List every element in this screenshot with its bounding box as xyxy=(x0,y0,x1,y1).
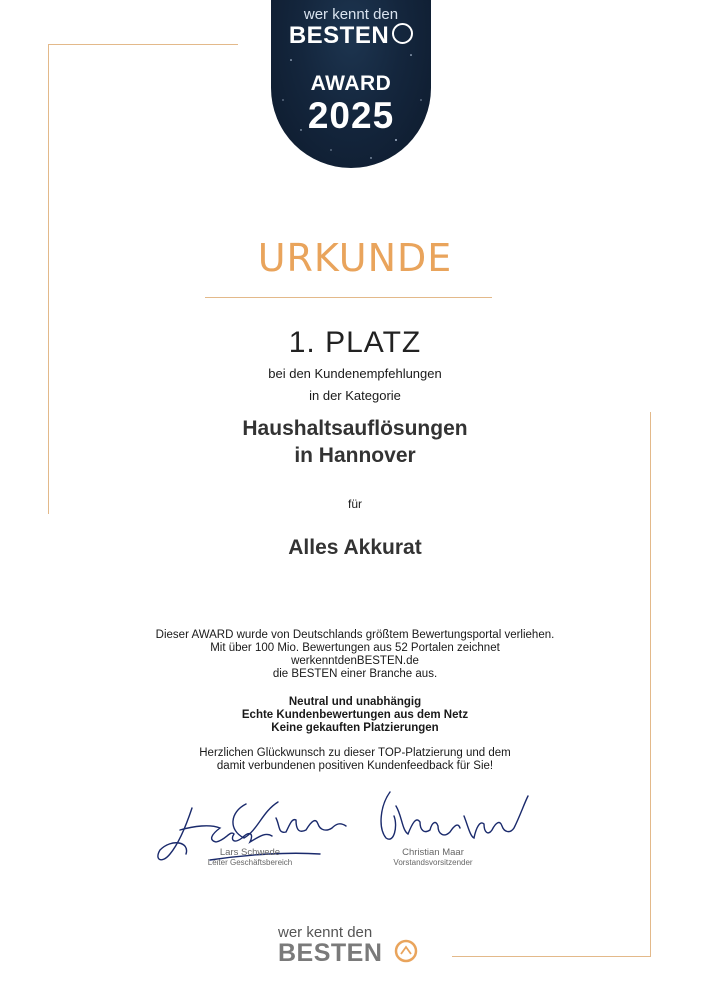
signatory-left-name: Lars Schwede xyxy=(219,847,281,858)
subtitle-line-1: bei den Kundenempfehlungen xyxy=(268,366,442,381)
frame-right-line xyxy=(650,412,651,957)
signatory-left-role: Leiter Geschäftsbereich xyxy=(207,858,293,867)
title-divider xyxy=(205,297,492,298)
feature-line: Keine gekauften Platzierungen xyxy=(271,722,439,734)
description-block xyxy=(0,629,710,681)
rank-text: 1. PLATZ xyxy=(288,326,422,359)
congrats-line: damit verbundenen positiven Kundenfeedback für Sie! xyxy=(216,760,494,772)
company-name: Alles Akkurat xyxy=(288,536,422,559)
badge-brand xyxy=(271,22,431,50)
signatory-right-role: Vorstandsvorsitzender xyxy=(393,858,473,867)
features-block xyxy=(0,696,710,735)
footer-logo xyxy=(278,925,428,966)
signatory-right-name: Christian Maar xyxy=(402,847,464,858)
badge-brand-text: BESTEN xyxy=(288,22,390,49)
frame-bottom-line xyxy=(452,956,651,957)
footer-logo-ring-icon xyxy=(394,939,418,963)
award-badge xyxy=(271,0,431,168)
frame-top-line xyxy=(48,44,238,45)
footer-small-text: wer kennt den xyxy=(278,924,373,941)
congratulations-block xyxy=(0,747,710,773)
subtitle-line-2: in der Kategorie xyxy=(309,388,401,403)
description-line: Mit über 100 Mio. Bewertungen aus 52 Portalen zeichnet xyxy=(210,642,500,654)
description-line: werkenntdenBESTEN.de xyxy=(291,655,419,667)
category-line-2: in Hannover xyxy=(294,444,416,467)
signature-right-handwriting xyxy=(372,786,532,854)
description-line: die BESTEN einer Branche aus. xyxy=(272,668,438,680)
badge-award-text: AWARD xyxy=(310,72,392,95)
feature-line: Echte Kundenbewertungen aus dem Netz xyxy=(241,709,469,721)
badge-small-text: wer kennt den xyxy=(303,6,399,23)
category-line-1: Haushaltsauflösungen xyxy=(242,417,468,440)
feature-line: Neutral und unabhängig xyxy=(288,696,422,708)
footer-brand-text: BESTEN xyxy=(278,939,383,967)
badge-year-text: 2025 xyxy=(307,95,395,136)
description-line: Dieser AWARD wurde von Deutschlands größtem Bewertungsportal verliehen. xyxy=(155,629,555,641)
congrats-line: Herzlichen Glückwunsch zu dieser TOP-Platzierung und dem xyxy=(199,747,511,759)
for-text: für xyxy=(347,497,362,511)
certificate-title: URKUNDE xyxy=(257,236,453,280)
logo-ring-icon xyxy=(392,23,413,44)
